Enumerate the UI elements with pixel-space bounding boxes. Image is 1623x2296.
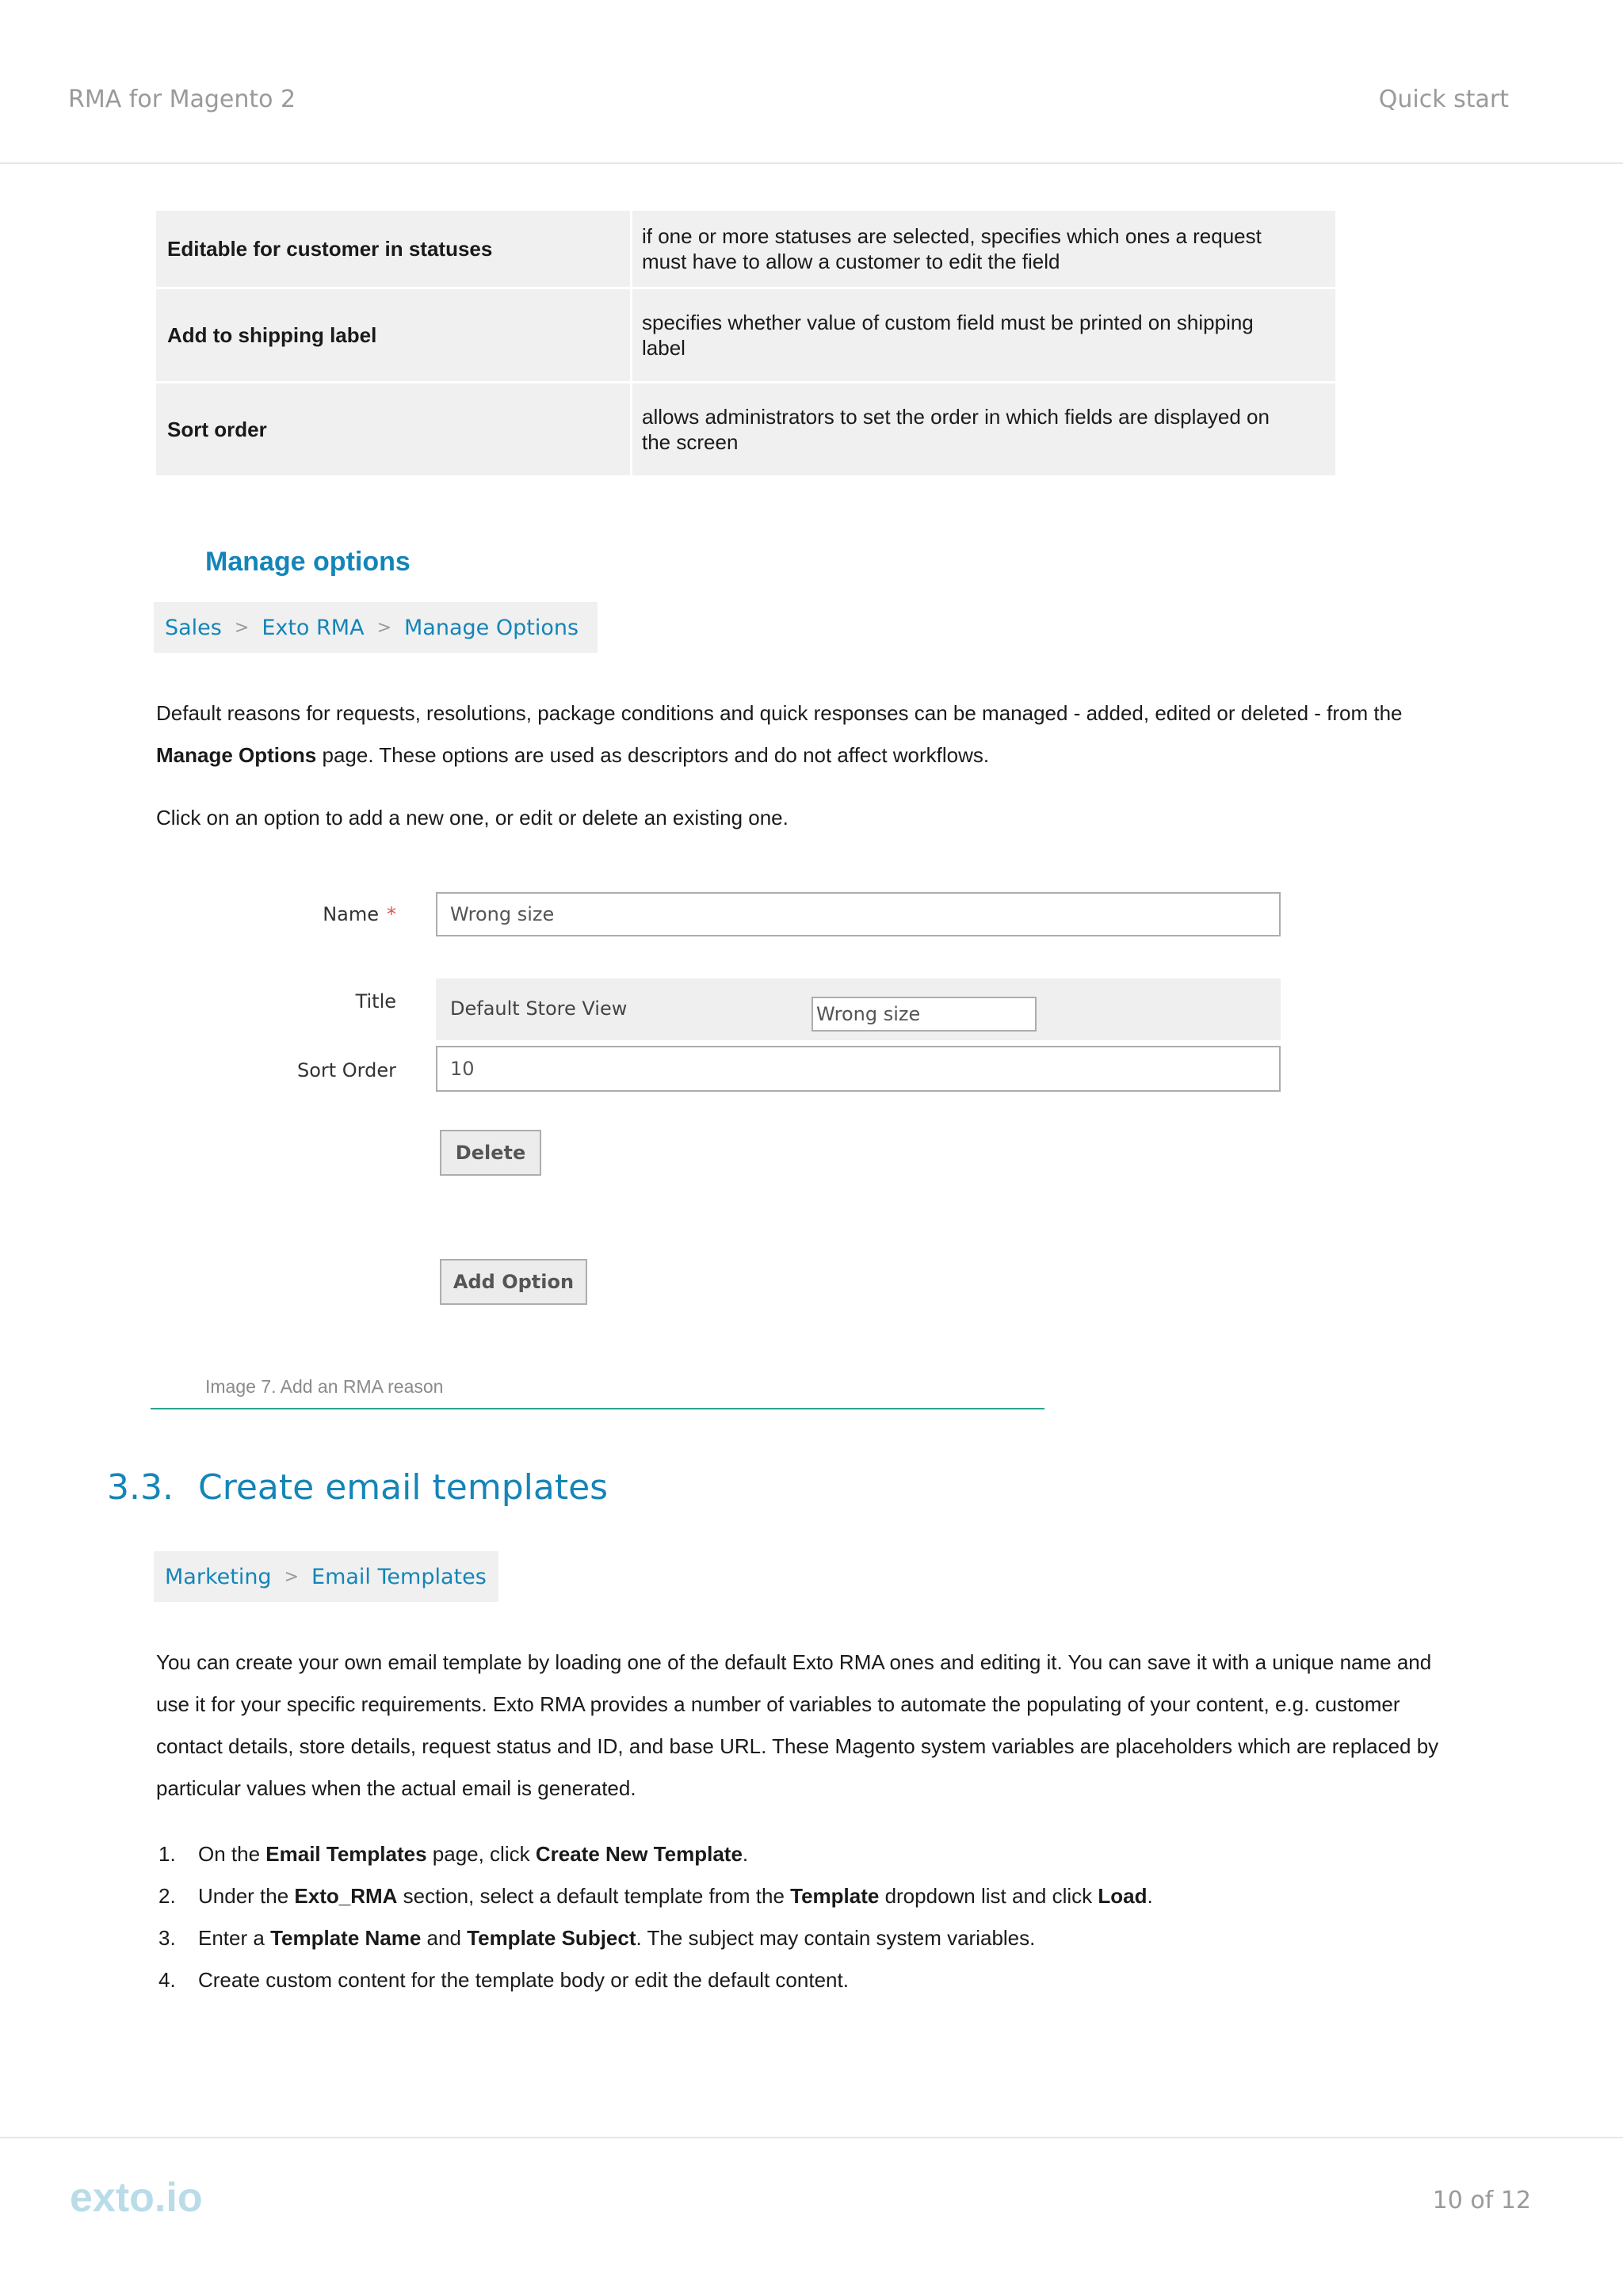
footer-divider (0, 2137, 1623, 2138)
section-title: Create email templates (198, 1467, 609, 1508)
breadcrumb-item[interactable]: Exto RMA (262, 615, 365, 640)
subsection-heading: Manage options (205, 547, 411, 577)
delete-button[interactable]: Delete (440, 1130, 541, 1176)
logo-text: exto.io (70, 2175, 203, 2221)
required-icon: * (387, 903, 396, 925)
bold-text: Manage Options (156, 743, 317, 767)
text: section, select a default template from the (397, 1884, 791, 1908)
name-label: Name * (323, 903, 396, 925)
list-number: 3. (158, 1926, 176, 1950)
breadcrumb-item[interactable]: Marketing (165, 1564, 272, 1589)
table-cell-field: Sort order (156, 383, 630, 475)
list-text (198, 1833, 748, 1875)
paragraph: Click on an option to add a new one, or edit or delete an existing one. (156, 806, 789, 830)
text: Default reasons for requests, resolutions, package conditions and quick responses can be managed - added, edited or deleted - from the (156, 701, 1403, 725)
desc-line: specifies whether value of custom field must be printed on shipping (642, 311, 1254, 334)
paragraph (156, 1642, 1481, 1810)
doc-title: RMA for Magento 2 (68, 86, 296, 113)
desc-line: label (642, 336, 685, 360)
bold-text: Template Subject (467, 1926, 636, 1950)
text: Enter a (198, 1926, 271, 1950)
exto-logo (70, 2175, 204, 2226)
bold-text: Email Templates (265, 1842, 427, 1866)
list-number: 1. (158, 1842, 176, 1866)
paragraph (156, 692, 1481, 776)
table-row (156, 211, 1335, 287)
bold-text: Exto_RMA (294, 1884, 398, 1908)
desc-line: must have to allow a customer to edit the field (642, 250, 1060, 273)
list-item (158, 1917, 1474, 1959)
breadcrumb-separator-icon: > (284, 1566, 300, 1587)
caption-rule (151, 1408, 1044, 1409)
text: Under the (198, 1884, 295, 1908)
list-item (158, 1833, 1474, 1875)
breadcrumb-separator-icon: > (234, 617, 250, 638)
desc-line: allows administrators to set the order in which fields are displayed on (642, 405, 1270, 429)
title-label: Title (355, 990, 396, 1013)
name-input[interactable]: Wrong size (436, 892, 1281, 936)
list-text (198, 1917, 1035, 1959)
section-number: 3.3. (107, 1467, 174, 1508)
table-cell-field: Editable for customer in statuses (156, 211, 630, 287)
text: On the (198, 1842, 266, 1866)
breadcrumb (154, 602, 598, 653)
text: . (1147, 1884, 1153, 1908)
text: and (421, 1926, 468, 1950)
logo-mark (70, 2175, 204, 2222)
text: . (742, 1842, 749, 1866)
table-cell-desc (632, 289, 1335, 381)
table-cell-desc (632, 383, 1335, 475)
steps-list (158, 1833, 1474, 2001)
text: . The subject may contain system variables. (636, 1926, 1036, 1950)
table-cell-desc (632, 211, 1335, 287)
list-item (158, 1875, 1474, 1917)
sort-order-input[interactable]: 10 (436, 1046, 1281, 1092)
list-number: 4. (158, 1968, 176, 1992)
text-line: use it for your specific requirements. Exto RMA provides a number of variables to automate the populating of your content, e.g. customer (156, 1692, 1400, 1716)
breadcrumb-separator-icon: > (376, 617, 392, 638)
section-name: Quick start (1378, 86, 1509, 113)
table-cell-field: Add to shipping label (156, 289, 630, 381)
list-text (198, 1875, 1153, 1917)
breadcrumb-item[interactable]: Sales (165, 615, 222, 640)
sort-order-label: Sort Order (296, 1059, 396, 1081)
table-row (156, 289, 1335, 381)
bold-text: Template (790, 1884, 880, 1908)
bold-text: Load (1098, 1884, 1148, 1908)
image-caption: Image 7. Add an RMA reason (205, 1376, 444, 1397)
list-text (198, 1959, 849, 2001)
list-item (158, 1959, 1474, 2001)
text-line: You can create your own email template by loading one of the default Exto RMA ones and editing it. You can save it with a unique name and (156, 1650, 1432, 1674)
header-divider (0, 162, 1623, 164)
desc-line: the screen (642, 430, 739, 454)
field-table (154, 208, 1338, 478)
form-screenshot (238, 868, 1300, 1383)
title-input[interactable]: Wrong size (812, 997, 1037, 1032)
breadcrumb-item[interactable]: Email Templates (311, 1564, 487, 1589)
text: page, click (426, 1842, 536, 1866)
breadcrumb-item[interactable]: Manage Options (404, 615, 579, 640)
text: Create custom content for the template body or edit the default content. (198, 1968, 849, 1992)
breadcrumb (154, 1551, 498, 1602)
text-line: contact details, store details, request status and ID, and base URL. These Magento system variables are placeholders which are replaced by (156, 1734, 1439, 1758)
store-view-label: Default Store View (450, 997, 628, 1020)
text-line: particular values when the actual email is generated. (156, 1776, 636, 1800)
bold-text: Template Name (270, 1926, 422, 1950)
desc-line: if one or more statuses are selected, specifies which ones a request (642, 224, 1262, 248)
page-number: 10 of 12 (1432, 2187, 1531, 2214)
text: page. These options are used as descriptors and do not affect workflows. (322, 743, 990, 767)
table-row (156, 383, 1335, 475)
text: dropdown list and click (879, 1884, 1098, 1908)
list-number: 2. (158, 1884, 176, 1908)
add-option-button[interactable]: Add Option (440, 1259, 587, 1305)
bold-text: Create New Template (535, 1842, 743, 1866)
